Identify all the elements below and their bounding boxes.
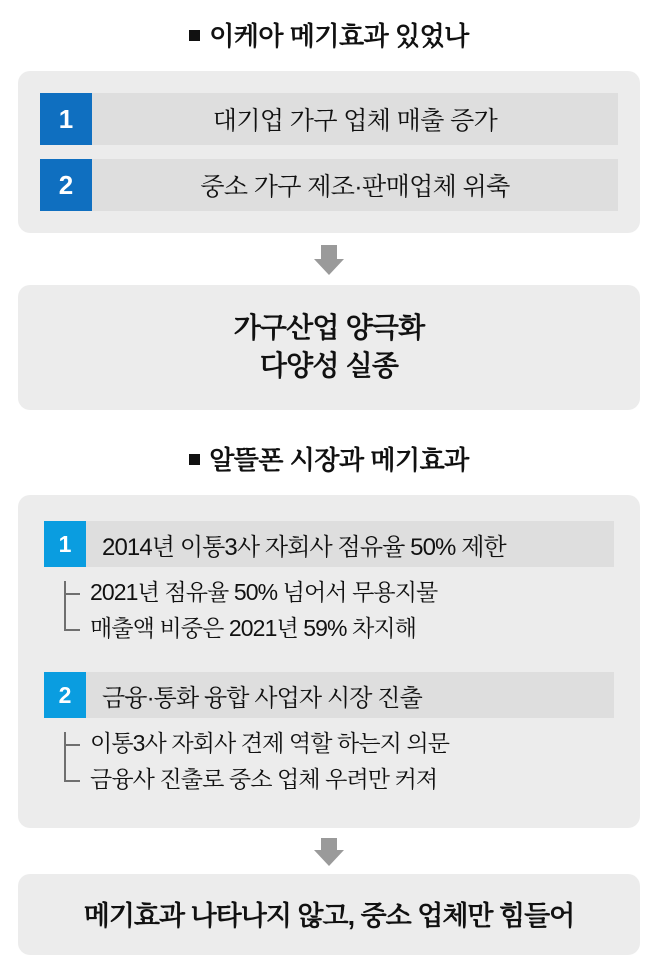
mvno-conclusion-panel: 메기효과 나타나지 않고, 중소 업체만 힘들어 <box>18 874 640 955</box>
ikea-result-panel <box>18 285 640 410</box>
result-line-2: 다양성 실종 <box>259 349 399 381</box>
section-ikea <box>18 0 640 410</box>
item-number-badge: 2 <box>40 159 92 211</box>
sub-list-item-label: 매출액 비중은 2021년 59% 차지해 <box>90 614 417 641</box>
tree-line <box>64 732 66 781</box>
tree-branch-icon <box>64 744 80 746</box>
group-block <box>44 672 614 797</box>
sub-list-item <box>90 726 614 762</box>
section-title-text: 이케아 메기효과 있었나 <box>209 21 469 51</box>
list-item <box>40 159 618 211</box>
tree-branch-icon <box>64 593 80 595</box>
tree-line <box>64 581 66 630</box>
sub-list <box>64 726 614 797</box>
square-bullet-icon <box>189 454 200 465</box>
result-line-1: 가구산업 양극화 <box>233 312 425 343</box>
square-bullet-icon <box>189 30 200 41</box>
group-heading-label: 금융·통화 융합 사업자 시장 진출 <box>86 672 614 718</box>
item-label: 대기업 가구 업체 매출 증가 <box>92 93 618 145</box>
item-number-badge: 1 <box>44 521 86 567</box>
item-number-badge: 1 <box>40 93 92 145</box>
down-arrow-icon <box>18 838 640 866</box>
section-title-text: 알뜰폰 시장과 메기효과 <box>209 445 469 476</box>
sub-list-item <box>90 611 614 647</box>
item-number-badge: 2 <box>44 672 86 718</box>
sub-list-item-label: 2021년 점유율 50% 넘어서 무용지물 <box>90 579 438 606</box>
ikea-effects-panel <box>18 71 640 233</box>
group-heading-row <box>44 521 614 567</box>
item-label: 중소 가구 제조·판매업체 위축 <box>92 159 618 211</box>
group-heading-row <box>44 672 614 718</box>
mvno-details-panel <box>18 495 640 828</box>
sub-list <box>64 575 614 646</box>
sub-list-item-label: 금융사 진출로 중소 업체 우려만 커져 <box>90 765 438 792</box>
section-title-mvno <box>18 440 640 477</box>
group-block <box>44 521 614 646</box>
tree-branch-icon <box>64 780 80 782</box>
sub-list-item <box>90 575 614 611</box>
tree-branch-icon <box>64 629 80 631</box>
list-item <box>40 93 618 145</box>
down-arrow-icon <box>18 245 640 275</box>
section-mvno <box>18 410 640 955</box>
group-heading-label: 2014년 이통3사 자회사 점유율 50% 제한 <box>86 521 614 567</box>
section-title-ikea <box>18 16 640 53</box>
sub-list-item-label: 이통3사 자회사 견제 역할 하는지 의문 <box>90 730 450 757</box>
sub-list-item <box>90 762 614 798</box>
